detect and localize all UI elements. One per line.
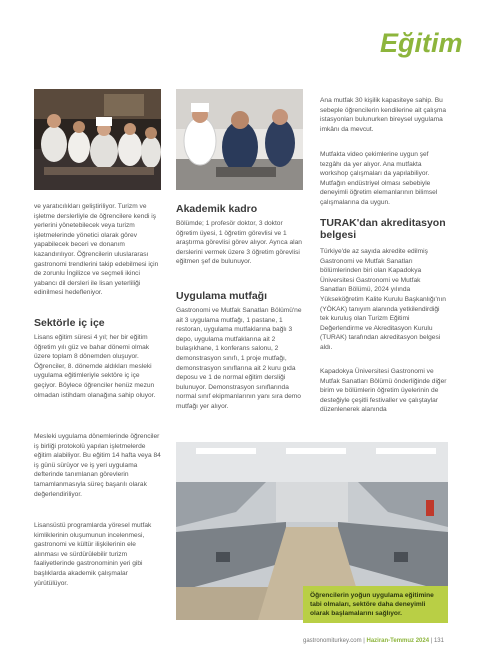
col1-paragraph-3: Mesleki uygulama dönemlerinde öğrenciler iş birliği protokolü yapılan işletmelerde eğitim alabiliyor. Bu eğitim 14 hafta veya 84 iş günü sürüyor ve iş yeri uygulama defterinde tanımlanan görevlerin tamamlanmasıyla süreç başarılı olarak değerlendiriliyor.: [34, 433, 161, 498]
col1-heading: Sektörle iç içe: [34, 317, 105, 329]
footer-page-number: 131: [433, 638, 444, 644]
footer-issue: Haziran-Temmuz 2024: [366, 638, 430, 644]
section-title: Eğitim: [380, 28, 463, 58]
col3-paragraph-3: Türkiye'de az sayıda akredite edilmiş Gastronomi ve Mutfak Sanatları bölümlerinden biri olan Kapadokya Üniversitesi Gastronomi ve Mutfak Sanatları Bölümü, 2024 yılında Yükseköğretim Kalite Kurulu Başkanlığı'nın (YÖKAK) tanıyım alanında yetkilendirdiği tek kuruluş olan Turizm Eğitimi Değerlendirme ve Akreditasyon Kurulu (TURAK) tarafından akreditasyon belgesi aldı.: [320, 248, 446, 351]
footer-separator-1: |: [363, 638, 365, 644]
footer-site: gastronomiturkey.com: [303, 638, 362, 644]
chefs-cooking-photo: [176, 89, 303, 190]
col1-paragraph-2: Lisans eğitim süresi 4 yıl; her bir eğitim öğretim yılı güz ve bahar dönemi olmak üzere toplam 8 dönemden oluşuyor. Öğrenciler, 8. dönemde aldıkları mesleki uygulama eğitimleriyle sektöre iç içe geçiyor. Böylece öğrenciler henüz mezun olmadan istihdam olanağına sahip oluyor.: [34, 334, 156, 399]
col3-paragraph-2: Mutfakta video çekimlerine uygun şef tezgâhı da yer alıyor. Ana mutfakta workshop çalışmaları da yapılabiliyor. Mutfağın endüstriyel olması sebebiyle deneyimli öğretim elemanlarının bilimsel çalışmalarına da uygun.: [320, 151, 438, 206]
photo-caption: Öğrencilerin yoğun uygulama eğitimine tabi olmaları, sektöre daha deneyimli olarak başlamalarını sağlıyor.: [303, 586, 448, 623]
col3-heading-accreditation: TURAK'dan akreditasyon belgesi: [320, 217, 446, 241]
col2-paragraph-practice-kitchen: Gastronomi ve Mutfak Sanatları Bölümü'ne ait 3 uygulama mutfağı, 1 pastane, 1 restoran, uygulama mutfaklarına bağlı 3 depo, uygulama mutfaklarına ait 2 bulaşıkhane, 1 konferans salonu, 2 demonstrasyon sınıfı, 1 proje mutfağı, demonstrasyon sınıflarına ait 2 kuru gıda deposu ve 1 de normal eğitim dersliği bulunuyor. Demonstrasyon sınıflarında normal sınıf ekipmanlarının yanı sıra demo mutfağı yer alıyor.: [176, 307, 302, 410]
page-footer: [303, 638, 444, 644]
col1-paragraph-1: ve yaratıcılıkları geliştiriliyor. Turizm ve işletme derslerliyle de öğrencilere kendi iş yerlerini yönetebilecek veya turizm işletmelerinde yönetici olarak görev yapabilecek beceri ve donanım kazandırılıyor. Öğrencilerin uluslararası gastronomi trendlerini takip edebilmesi için de zorunlu İngilizce ve seçmeli ikinci yabancı dil dersleri ile lisan yeterliliği edinilmesi hedefleniyor.: [34, 203, 159, 297]
chefs-cooking-illustration: [176, 89, 303, 190]
col2-heading-academic-staff: Akademik kadro: [176, 203, 258, 215]
footer-separator-2: |: [430, 638, 433, 644]
chefs-group-photo: [34, 89, 161, 190]
col2-paragraph-academic-staff: Bölümde; 1 profesör doktor, 3 doktor öğretim üyesi, 1 öğretim görevlisi ve 1 araştırma görevlisi görev alıyor. Ayrıca alan derslerini vermek üzere 3 öğretim görevlisi eğitmen şef de bulunuyor.: [176, 220, 302, 266]
col3-paragraph-1: Ana mutfak 30 kişilik kapasiteye sahip. Bu sebeple öğrencilerin kendilerine ait çalışma istasyonları bulunurken bireysel uygulama imkânı da mevcut.: [320, 97, 447, 133]
col2-heading-practice-kitchen: Uygulama mutfağı: [176, 290, 268, 302]
chefs-group-illustration: [34, 89, 161, 190]
col3-paragraph-4: Kapadokya Üniversitesi Gastronomi ve Mutfak Sanatları Bölümü önderliğinde diğer birim ve bölümlerin öğretim üyelerinin de desteğiyle çeşitli festivaller ve çalıştaylar düzenlenerek alanında: [320, 368, 447, 414]
col1-paragraph-4: Lisansüstü programlarda yöresel mutfak kimliklerinin oluşumunun incelenmesi, gastronomi ve kültür ilişkilerinin ele alınması ve sürdürülebilir turizm faaliyetlerinde gastronominin yeri gibi başlıklarda akademik çalışmalar yürütülüyor.: [34, 522, 152, 587]
